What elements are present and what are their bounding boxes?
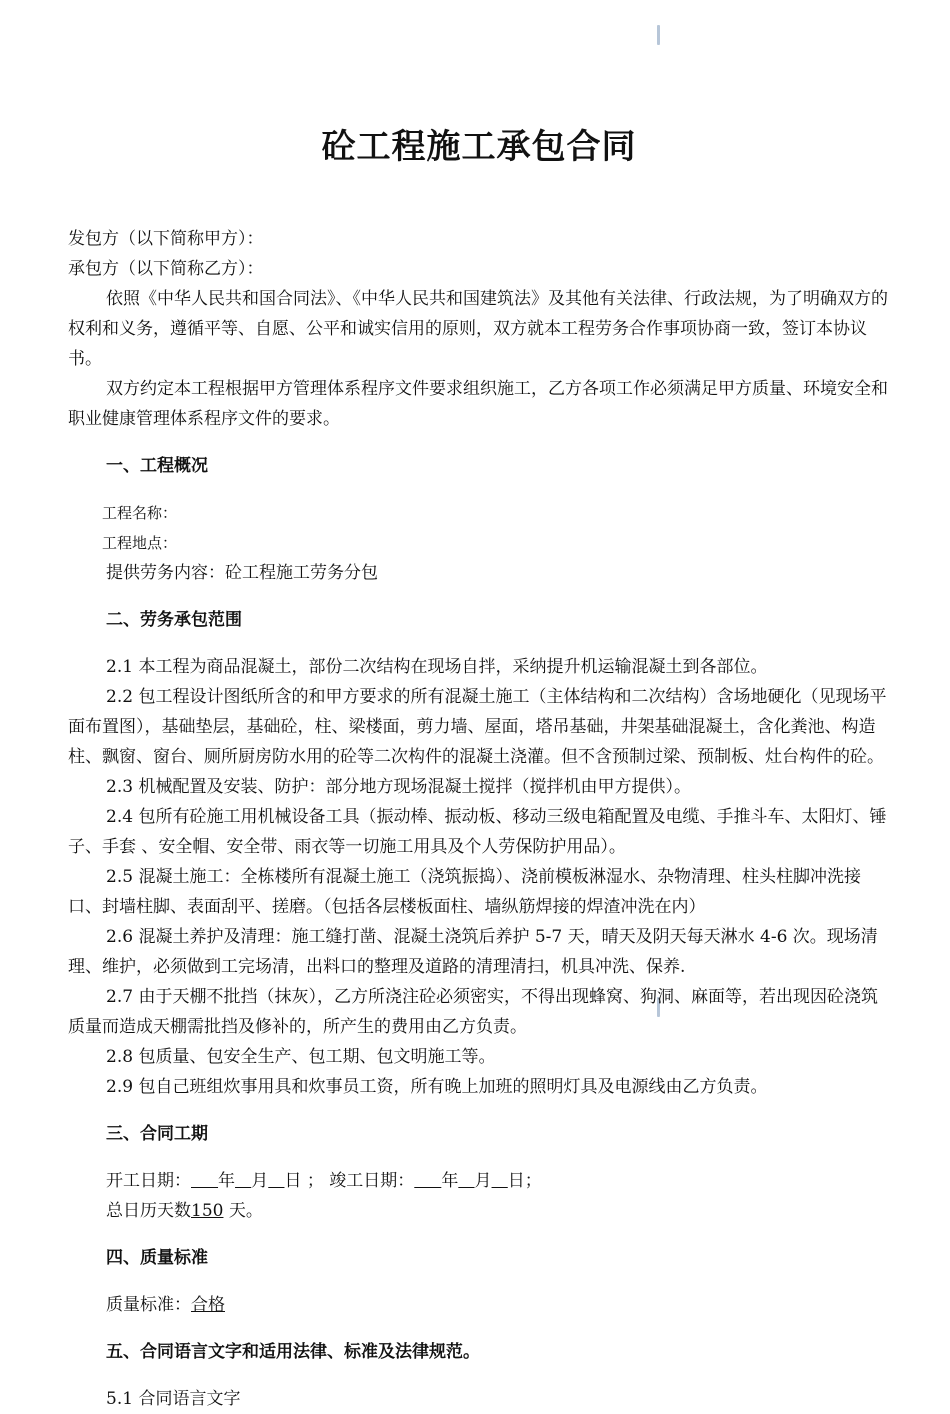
total-days-prefix: 总日历天数	[106, 1201, 191, 1221]
section-5-heading: 五、合同语言文字和适用法律、标准及法律规范。	[106, 1342, 480, 1362]
project-name-line: 工程名称：	[102, 504, 178, 522]
start-month-text: 月	[251, 1171, 269, 1191]
section-1-heading: 一、工程概况	[106, 456, 208, 476]
scope-item-2-2: 2.2 包工程设计图纸所含的和甲方要求的所有混凝土施工（主体结构和二次结构）含场地硬化（见现场平面布置图），基础垫层，基础砼，柱、梁楼面，剪力墙、屋面，塔吊基础，井架基础混凝土，含化粪池、构造柱、飘窗、窗台、厕所厨房防水用的砼等二次构件的混凝土浇灌。但不含预制过梁、预制板、灶台构件的砼。	[68, 687, 887, 767]
start-day-blank	[268, 1171, 284, 1191]
intro-paragraph: 依照《中华人民共和国合同法》、《中华人民共和国建筑法》及其他有关法律、行政法规，为了明确双方的权利和义务，遵循平等、自愿、公平和诚实信用的原则，双方就本工程劳务合作事项协商一致，签订本协议书。	[68, 289, 888, 369]
contract-document	[68, 120, 890, 1414]
project-location-line: 工程地点：	[102, 534, 178, 552]
contract-dates-line	[68, 1166, 890, 1196]
scope-item-2-5: 2.5 混凝土施工：全栋楼所有混凝土施工（浇筑振捣）、浇前模板淋湿水、杂物清理、柱头柱脚冲洗接口、封墙柱脚、表面刮平、搓磨。（包括各层楼板面柱、墙纵筋焊接的焊渣冲洗在内）	[68, 867, 861, 917]
start-month-blank	[235, 1171, 251, 1191]
quality-standard-label: 质量标准：	[106, 1295, 191, 1315]
scope-item-2-9: 2.9 包自己班组炊事用具和炊事员工资，所有晚上加班的照明灯具及电源线由乙方负责。	[106, 1077, 768, 1097]
scope-item-2-4: 2.4 包所有砼施工用机械设备工具（振动棒、振动板、移动三级电箱配置及电缆、手推斗车、太阳灯、锤子、手套 、安全帽、安全带、雨衣等一切施工用具及个人劳保防护用品）。	[68, 807, 887, 857]
end-month-text: 月	[474, 1171, 492, 1191]
total-days-line	[68, 1196, 890, 1226]
end-date-label: 竣工日期：	[329, 1171, 415, 1191]
labor-content-line: 提供劳务内容：砼工程施工劳务分包	[106, 563, 378, 583]
scope-item-2-7: 2.7 由于天棚不批挡（抹灰），乙方所浇注砼必须密实，不得出现蜂窝、狗洞、麻面等，若出现因砼浇筑质量而造成天棚需批挡及修补的，所产生的费用由乙方负责。	[68, 987, 878, 1037]
section-4-heading: 四、质量标准	[106, 1248, 208, 1268]
start-date-label: 开工日期：	[106, 1171, 191, 1191]
agreement-paragraph: 双方约定本工程根据甲方管理体系程序文件要求组织施工，乙方各项工作必须满足甲方质量、环境安全和职业健康管理体系程序文件的要求。	[68, 379, 888, 429]
end-month-blank	[458, 1171, 474, 1191]
scope-item-2-6: 2.6 混凝土养护及清理：施工缝打凿、混凝土浇筑后养护 5-7 天，晴天及阴天每天淋水 4-6 次。现场清理、维护，必须做到工完场清，出料口的整理及道路的清理清扫，机具冲洗、保养.	[68, 927, 878, 977]
start-year-blank	[191, 1171, 218, 1191]
end-year-text: 年	[441, 1171, 459, 1191]
total-days-suffix: 天。	[228, 1201, 263, 1221]
party-a-line: 发包方（以下简称甲方）：	[68, 229, 264, 249]
total-days-value: 150	[191, 1201, 224, 1221]
end-year-blank	[414, 1171, 441, 1191]
end-day-blank	[492, 1171, 508, 1191]
section-2-heading: 二、劳务承包范围	[106, 610, 242, 630]
party-b-line: 承包方（以下简称乙方）：	[68, 259, 264, 279]
start-year-text: 年	[218, 1171, 236, 1191]
end-day-text: 日；	[507, 1171, 542, 1191]
quality-standard-line	[68, 1290, 890, 1320]
page-marker-top	[657, 25, 660, 45]
quality-standard-value: 合格	[191, 1295, 225, 1315]
scope-item-2-1: 2.1 本工程为商品混凝土，部份二次结构在现场自拌，采纳提升机运输混凝土到各部位。	[106, 657, 768, 677]
scope-item-2-3: 2.3 机械配置及安装、防护：部分地方现场混凝土搅拌（搅拌机由甲方提供）。	[106, 777, 691, 797]
start-day-text: 日 ；	[284, 1171, 324, 1191]
scope-item-2-8: 2.8 包质量、包安全生产、包工期、包文明施工等。	[106, 1047, 496, 1067]
section-5-1-line: 5.1 合同语言文字	[106, 1389, 241, 1409]
contract-title: 砼工程施工承包合同	[321, 127, 637, 167]
section-3-heading: 三、合同工期	[106, 1124, 208, 1144]
